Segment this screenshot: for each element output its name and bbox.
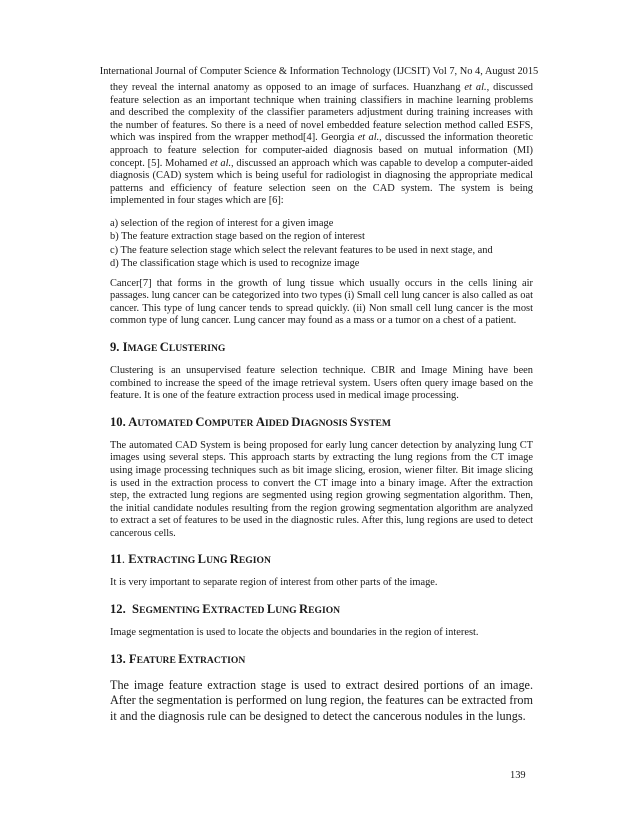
heading-dot: . <box>121 552 129 567</box>
intro-text-2: discussed feature selection as an important technique when training classifiers in machine learning problems and described the complexity of the classifier parameters adjustment during training increases with the number of features. So there is a need of novel embedded feature selection method called ESFS, which was inspired from the wrapper method[4]. Georgia <box>110 82 533 144</box>
cancer-paragraph: Cancer[7] that forms in the growth of lung tissue which usually occurs in the cells lining air passages. lung cancer can be categorized into two types (i) Small cell lung cancer is also called as oat cancer. This type of lung cancer tends to spread quickly. (ii) Non small cell lung cancer is the most common type of lung cancer. Lung cancer may found as a mass or a tumor on a chest of a patient. <box>110 277 533 327</box>
heading-smallcaps: EGION <box>238 555 271 567</box>
stage-item: a) selection of the region of interest for a given image <box>110 217 334 229</box>
section-heading-9 <box>110 340 533 356</box>
page-body <box>110 82 533 724</box>
page-number: 139 <box>510 770 526 781</box>
intro-text-4: discussed an approach which was capable to develop a computer-aided diagnosis (CAD) system which is being useful for radiologist in diagnosing the appropriate medical patterns and efficiency of feature selection seen on the CAD system. The system is being implemented in four stages which are [6]: <box>110 157 534 207</box>
heading-smallcaps: EGION <box>308 605 341 617</box>
heading-smallcaps: YSTEM <box>356 417 391 429</box>
heading-smallcaps: XTRACTING <box>136 555 198 567</box>
heading-cap: C <box>195 414 205 429</box>
section-heading-12 <box>110 602 533 618</box>
heading-smallcaps: OMPUTER <box>204 417 256 429</box>
heading-cap: E <box>202 602 211 617</box>
intro-text-1: they reveal the internal anatomy as opposed to an image of surfaces. Huanzhang <box>110 82 465 93</box>
stage-item: d) The classification stage which is used to recognize image <box>110 258 360 270</box>
heading-smallcaps: EATURE <box>136 654 179 666</box>
heading-cap: D <box>291 414 301 429</box>
section-body-9: Clustering is an unsupervised feature selection technique. CBIR and Image Mining have been combined to increase the speed of the image retrieval system. Users often query image based on the feature. It is one of the feature extraction process used in medical image processing. <box>110 364 533 402</box>
section-body-12: Image segmentation is used to locate the objects and boundaries in the region of interest. <box>110 627 479 639</box>
intro-etal-3: et al., <box>210 157 234 169</box>
heading-smallcaps: UNG <box>275 605 300 617</box>
section-heading-11 <box>110 552 533 568</box>
heading-smallcaps: LUSTERING <box>168 342 226 354</box>
heading-smallcaps: XTRACTED <box>210 605 267 617</box>
heading-cap: E <box>128 552 137 567</box>
section-body-13: The image feature extraction stage is used to extract desired portions of an image. After the segmentation is performed on lung region, the features can be extracted from it and the diagnosis rule can be designed to detect the cancerous nodules in the lungs. <box>110 677 533 723</box>
heading-smallcaps: UNG <box>206 555 230 567</box>
heading-smallcaps: XTRACTION <box>186 654 246 666</box>
intro-text-3: discussed the information theoretic approach to feature selection for computer-aided diagnosis based on mutual information (MI) concept. [5]. Mohamed <box>110 132 534 169</box>
heading-cap: L <box>266 602 276 617</box>
intro-etal-2: et al., <box>357 132 382 144</box>
heading-cap: A <box>128 414 138 429</box>
stage-item: c) The feature selection stage which select the relevant features to be used in next stage, and <box>110 244 493 256</box>
heading-smallcaps: UTOMATED <box>137 417 196 429</box>
heading-number: 11 <box>110 552 122 567</box>
section-body-11: It is very important to separate region of interest from other parts of the image. <box>110 577 438 589</box>
running-header: International Journal of Computer Science & Information Technology (IJCSIT) Vol 7, No 4, August 2015 <box>99 66 539 77</box>
intro-etal-1: et al., <box>464 82 490 93</box>
stage-item: b) The feature extraction stage based on the region of interest <box>110 231 365 243</box>
heading-smallcaps: IAGNOSIS <box>300 417 350 429</box>
heading-cap: I <box>122 339 128 354</box>
section-heading-10 <box>110 415 533 431</box>
heading-cap: A <box>255 414 265 429</box>
heading-smallcaps: EGMENTING <box>139 605 203 617</box>
heading-cap: C <box>159 339 169 354</box>
heading-cap: R <box>229 552 239 567</box>
heading-smallcaps: MAGE <box>127 342 160 354</box>
section-body-10: The automated CAD System is being proposed for early lung cancer detection by analyzing lung CT images using several steps. This approach starts by extracting the lung regions from the CT image using image processing techniques such as bit image slicing, erosion, wiener filter. Bit image slicing is used in the extraction process to convert the CT image into a binary image. After the extraction step, the extracted lung regions are segmented using region growing segmentation algorithm. Then, the initial candidate nodules resulting from the region growing segmentation algorithm are analyzed to extract a set of features to be used in the diagnostic rules. After this, lung regions are used to detect cancerous cells. <box>110 439 533 539</box>
intro-paragraph <box>110 82 533 208</box>
heading-number: 10. <box>110 414 129 429</box>
heading-cap: S <box>132 602 140 617</box>
heading-cap: F <box>128 651 137 666</box>
heading-cap: R <box>299 602 309 617</box>
section-heading-13 <box>110 652 533 668</box>
heading-cap: E <box>178 651 187 666</box>
heading-number: 13. <box>110 651 129 666</box>
heading-number: 9. <box>110 339 123 354</box>
heading-cap: L <box>197 552 207 567</box>
heading-cap: S <box>349 414 357 429</box>
heading-smallcaps: IDED <box>264 417 292 429</box>
heading-number: 12. <box>110 602 133 617</box>
stages-list <box>110 217 533 271</box>
